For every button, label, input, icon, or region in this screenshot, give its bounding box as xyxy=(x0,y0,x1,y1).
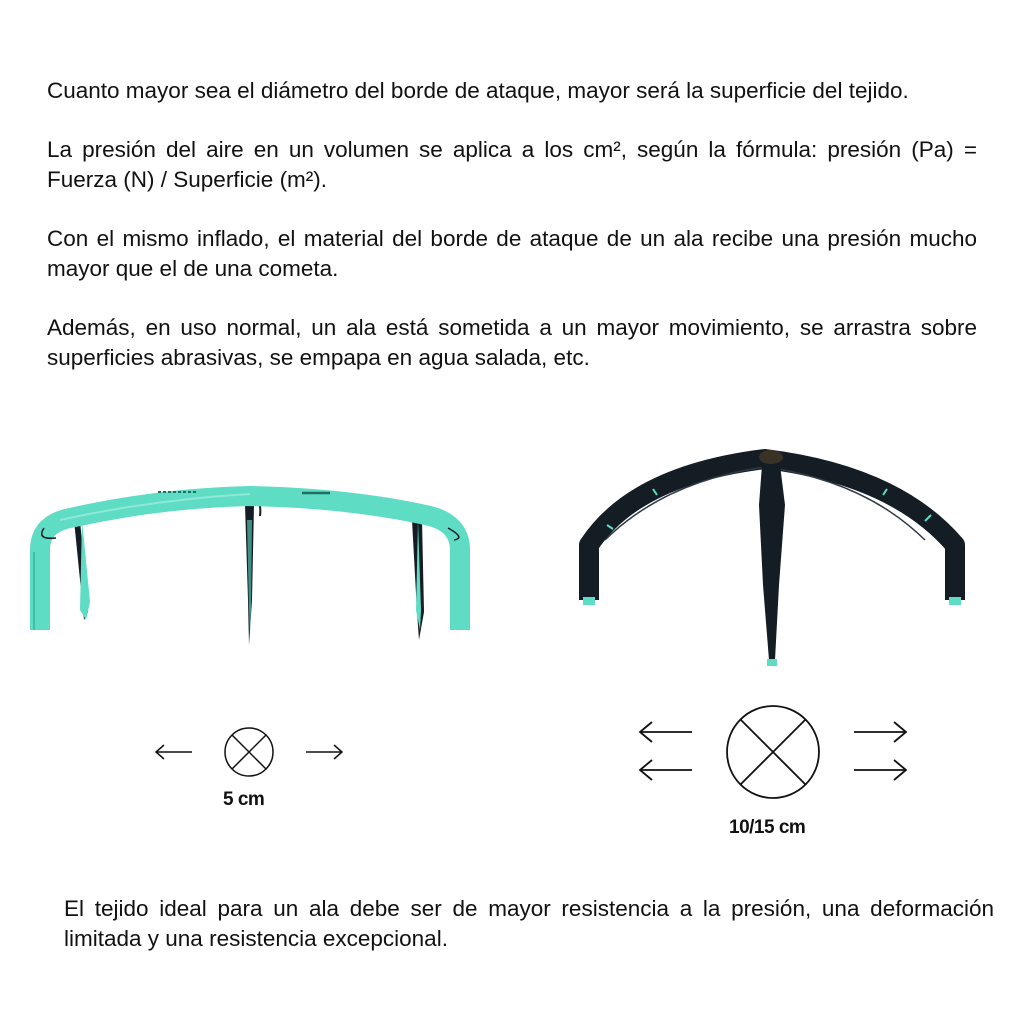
arrow-left-icon xyxy=(156,745,192,759)
wing-leading-edge-image xyxy=(575,445,975,670)
arrow-right-icon xyxy=(854,722,906,742)
wing-diameter-diagram xyxy=(630,700,920,810)
intro-text xyxy=(47,76,977,402)
paragraph-inflation: Con el mismo inflado, el material del borde de ataque de un ala recibe una presión mucho mayor que el de una cometa. xyxy=(47,226,977,281)
paragraph-diameter: Cuanto mayor sea el diámetro del borde de ataque, mayor será la superficie del tejido. xyxy=(47,78,909,103)
kite-leading-edge-image xyxy=(30,480,475,655)
circle-x-icon xyxy=(225,728,273,776)
conclusion-text: El tejido ideal para un ala debe ser de mayor resistencia a la presión, una deformación limitada y una resistencia excepcional. xyxy=(64,896,994,951)
arrow-left-icon xyxy=(640,760,692,780)
arrow-right-icon xyxy=(306,745,342,759)
circle-x-icon xyxy=(727,706,819,798)
arrow-left-icon xyxy=(640,722,692,742)
paragraph-pressure-formula: La presión del aire en un volumen se aplica a los cm², según la fórmula: presión (Pa) = Fuerza (N) / Superficie (m²). xyxy=(47,137,977,192)
paragraph-usage: Además, en uso normal, un ala está sometida a un mayor movimiento, se arrastra sobre superficies abrasivas, se empapa en agua salada, etc. xyxy=(47,315,977,370)
arrow-right-icon xyxy=(854,760,906,780)
kite-struts xyxy=(74,503,428,645)
kite-diameter-label: 5 cm xyxy=(223,789,265,810)
wing-center-strut xyxy=(759,465,785,660)
kite-diameter-diagram xyxy=(150,725,350,785)
wing-diameter-label: 10/15 cm xyxy=(729,817,806,838)
